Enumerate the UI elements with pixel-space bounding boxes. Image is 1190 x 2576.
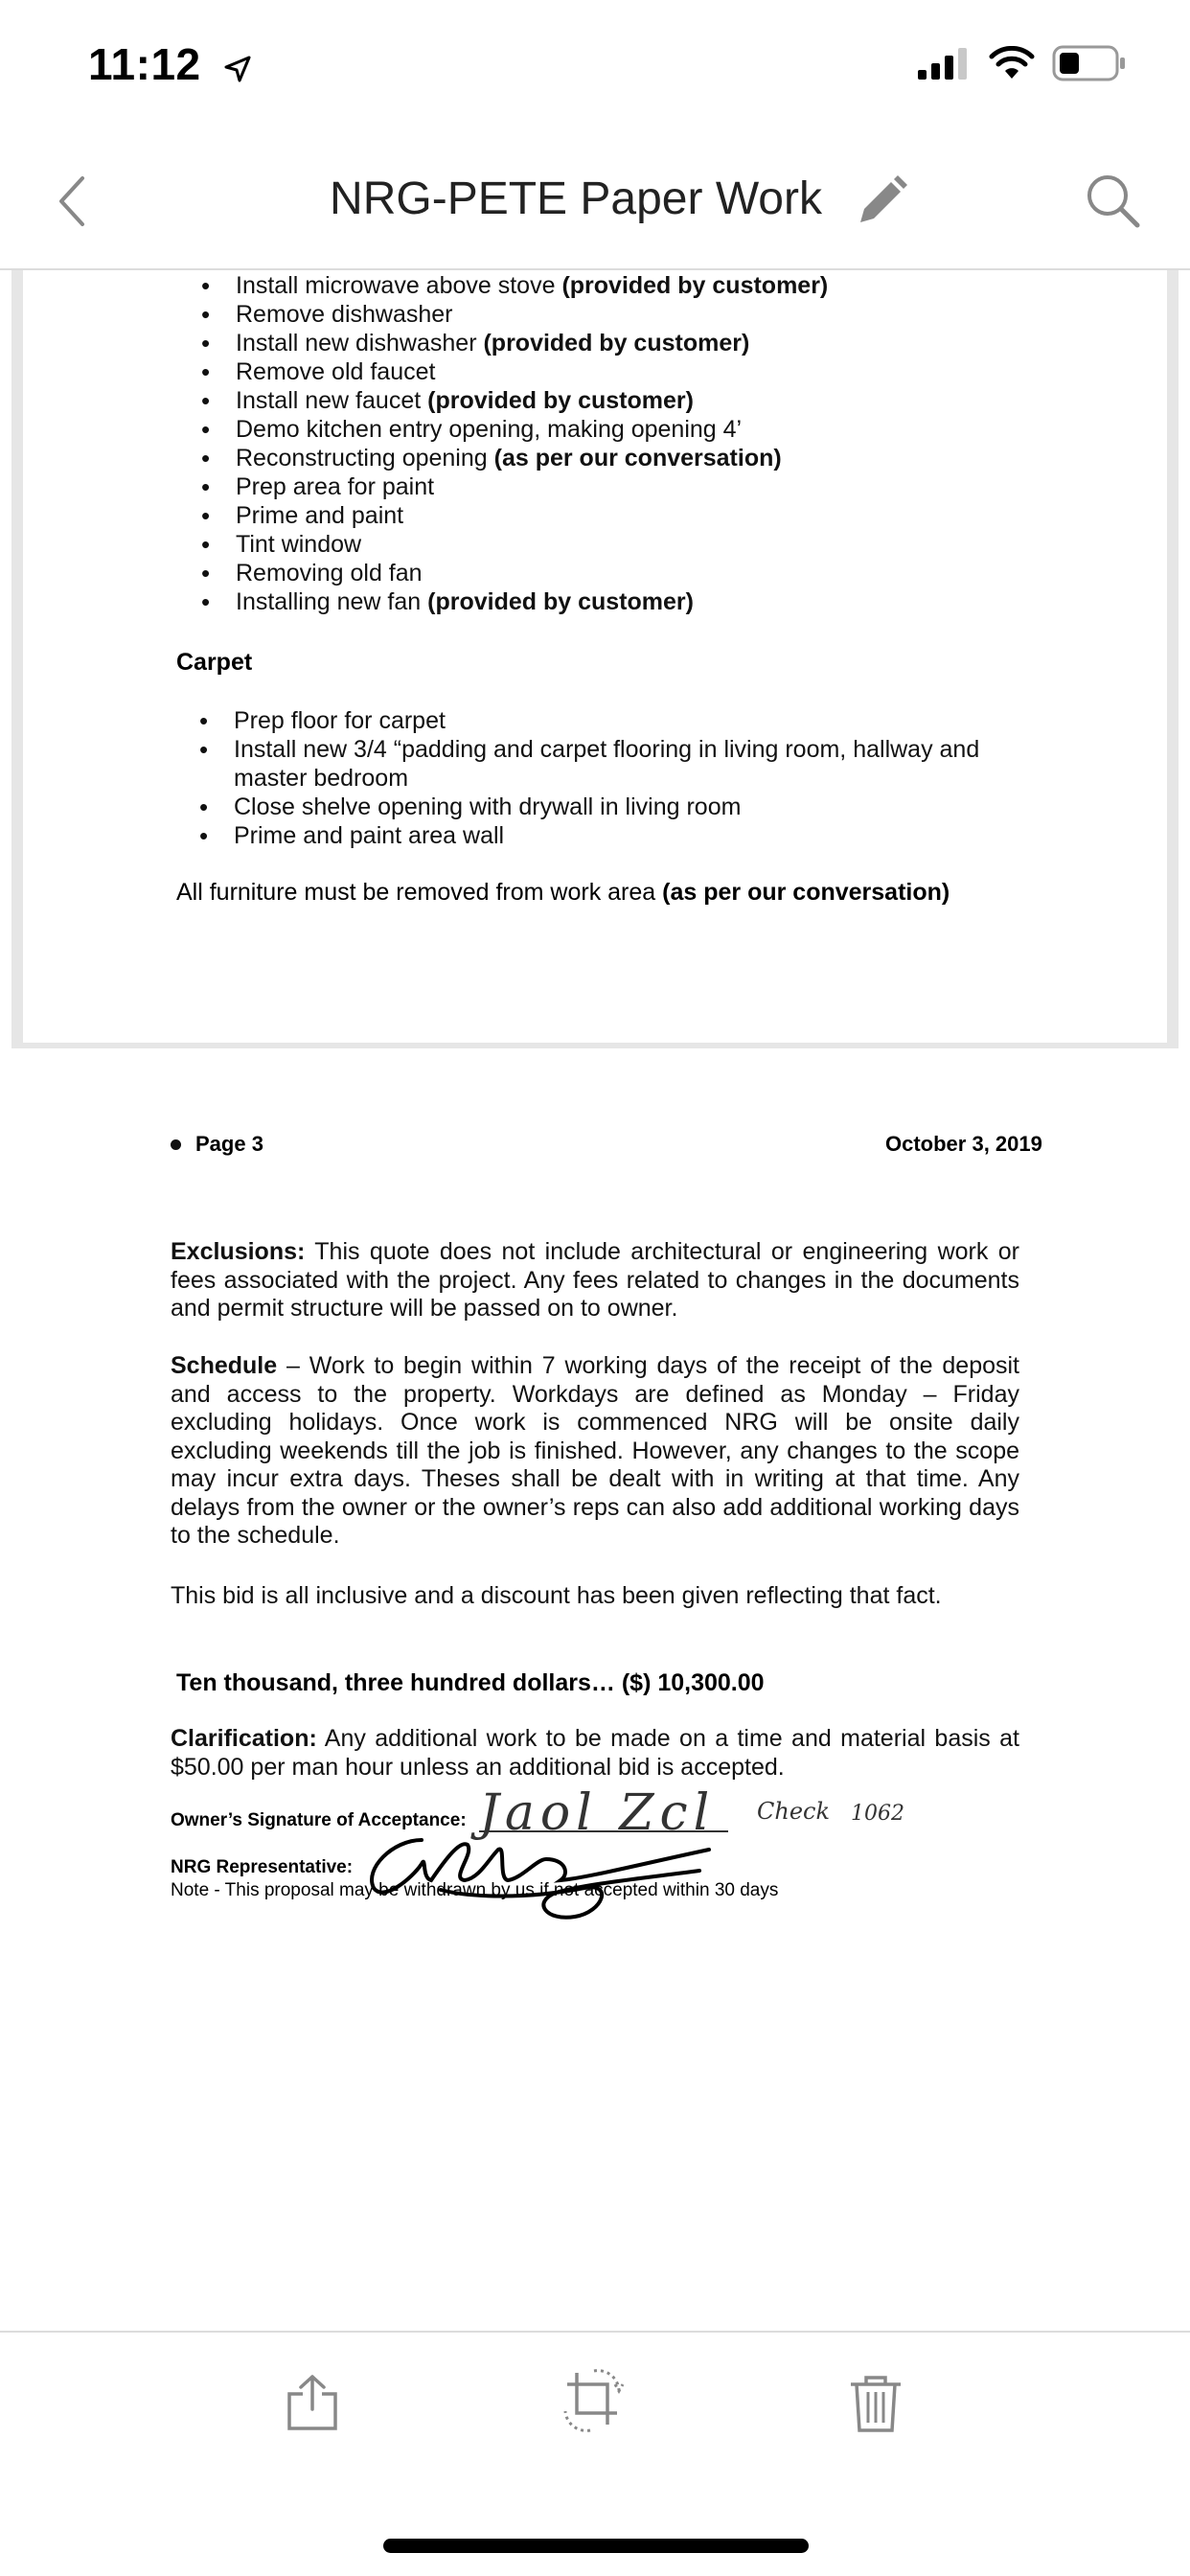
list-item: • Install microwave above stove (provided by customer) — [236, 271, 1002, 300]
list-item: • Installing new fan (provided by customer) — [236, 587, 1002, 616]
list-item: • Prep floor for carpet — [234, 706, 1019, 735]
home-indicator[interactable] — [383, 2539, 809, 2553]
nrg-representative-signature — [355, 1821, 805, 1926]
status-time — [88, 38, 252, 94]
list-item: • Install new faucet (provided by customer) — [236, 386, 1002, 415]
total-amount: Ten thousand, three hundred dollars… ($) 10,300.00 — [176, 1669, 765, 1696]
location-arrow-icon — [223, 42, 252, 94]
list-item: • Prep area for paint — [236, 472, 1002, 501]
nrg-representative-label: NRG Representative: — [171, 1857, 354, 1877]
list-item: • Install new 3/4 “padding and carpet flooring in living room, hallway and master bedroom — [234, 735, 1019, 793]
edit-title-button[interactable] — [853, 172, 910, 230]
list-item: • Install new dishwasher (provided by customer) — [236, 329, 1002, 357]
schedule-paragraph: Schedule – Work to begin within 7 working days of the receipt of the deposit and access to the property. Workdays are defined as Monday – Friday excluding holidays. Once work is commenced NRG will be onsite daily excluding weekends till the job is finished. However, any changes to the scope may incur extra days. Theses shall be dealt with in writing at that time. Any delays from the owner or the owner’s reps can also add additional working days to the schedule. — [171, 1352, 1019, 1549]
delete-button[interactable] — [849, 2373, 903, 2434]
withdrawal-note: Note - This proposal may be withdrawn by us if not accepted within 30 days — [171, 1880, 779, 1900]
owner-signature-label: Owner’s Signature of Acceptance: — [171, 1810, 467, 1830]
clarification-paragraph: Clarification: Any additional work to be made on a time and material basis at $50.00 per man hour unless an additional bid is accepted. — [171, 1725, 1019, 1781]
battery-icon — [1052, 45, 1127, 86]
exclusions-paragraph: Exclusions: This quote does not include architectural or engineering work or fees associated with the project. Any fees related to changes in the documents and permit structure will be passed on to owner. — [171, 1238, 1019, 1322]
list-item: • Demo kitchen entry opening, making opening 4’ — [236, 415, 1002, 444]
search-icon — [1083, 171, 1142, 230]
list-item: • Prime and paint area wall — [234, 821, 1019, 850]
status-time-text: 11:12 — [88, 39, 201, 89]
share-button[interactable] — [284, 2373, 341, 2432]
list-item: • Remove old faucet — [236, 357, 1002, 386]
wifi-icon — [989, 46, 1035, 85]
trash-icon — [849, 2373, 903, 2434]
list-item: • Remove dishwasher — [236, 300, 1002, 329]
crop-rotate-icon — [561, 2367, 625, 2434]
list-item: • Prime and paint — [236, 501, 1002, 530]
cellular-signal-icon — [918, 47, 972, 84]
status-icons — [918, 46, 1127, 84]
carpet-heading: Carpet — [176, 649, 253, 676]
check-handwriting: Check — [757, 1798, 831, 1825]
all-inclusive-paragraph: This bid is all inclusive and a discount has been given reflecting that fact. — [171, 1582, 942, 1609]
page-number: Page 3 — [195, 1132, 263, 1156]
page-date: October 3, 2019 — [885, 1132, 1042, 1156]
list-item: • Close shelve opening with drywall in living room — [234, 793, 1019, 821]
share-icon — [284, 2373, 341, 2432]
owner-signature-handwriting: Jaol Zcl — [479, 1784, 716, 1842]
crop-button[interactable] — [561, 2367, 625, 2434]
list-item: • Reconstructing opening (as per our conversation) — [236, 444, 1002, 472]
check-number-handwriting: 1062 — [851, 1802, 904, 1826]
list-item: • Removing old fan — [236, 559, 1002, 587]
carpet-scope-list — [234, 706, 1019, 850]
pencil-icon — [853, 172, 910, 230]
furniture-note: All furniture must be removed from work area (as per our conversation) — [176, 879, 950, 906]
nav-title — [0, 172, 1190, 225]
toolbar-divider — [0, 2331, 1190, 2333]
search-button[interactable] — [1083, 171, 1142, 230]
kitchen-scope-list — [236, 271, 1002, 616]
document-title: NRG-PETE Paper Work — [330, 173, 822, 224]
list-item: • Tint window — [236, 530, 1002, 559]
